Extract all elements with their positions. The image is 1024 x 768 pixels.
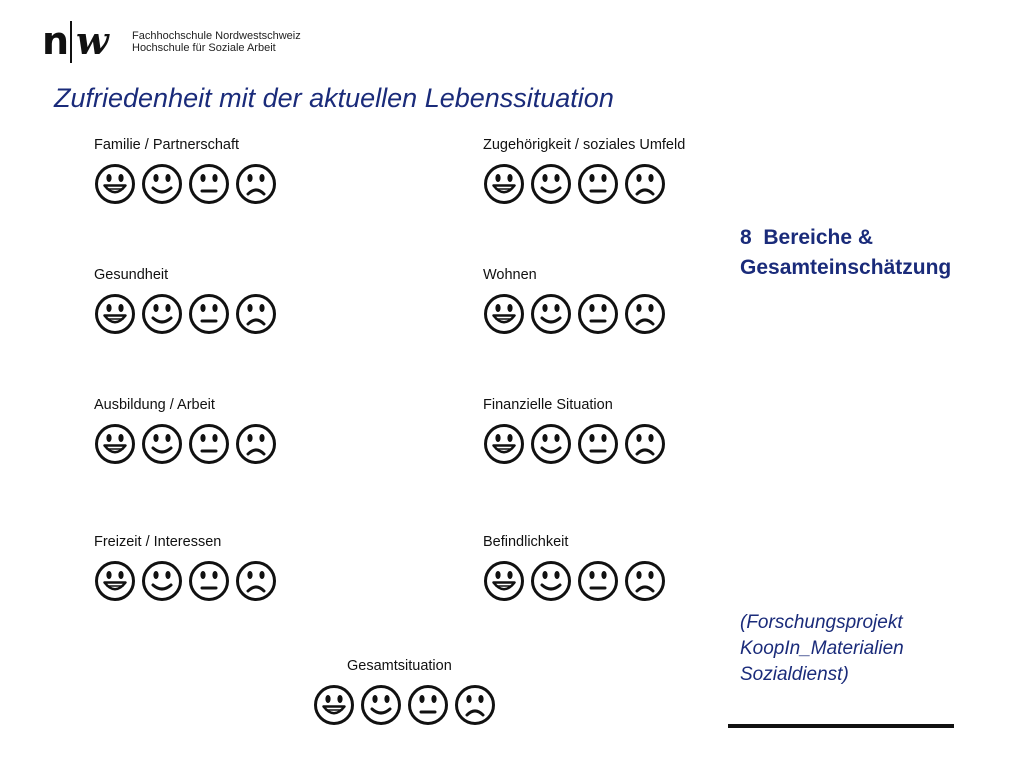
rating-faces xyxy=(94,560,277,602)
rating-faces xyxy=(94,163,277,205)
sidebar-heading xyxy=(740,223,951,283)
area-finances xyxy=(483,397,666,465)
area-family xyxy=(94,137,277,205)
rating-faces xyxy=(483,293,666,335)
sad-face-icon xyxy=(235,560,277,602)
area-label: Familie / Partnerschaft xyxy=(94,137,240,153)
neutral-face-icon xyxy=(407,684,449,726)
page-title: Zufriedenheit mit der aktuellen Lebenssituation xyxy=(54,83,614,113)
happy-face-icon xyxy=(141,423,183,465)
very-happy-face-icon xyxy=(94,560,136,602)
school-line-2: Hochschule für Soziale Arbeit xyxy=(132,42,276,54)
happy-face-icon xyxy=(530,423,572,465)
area-leisure xyxy=(94,534,277,602)
logo-mark: n w xyxy=(42,18,109,63)
happy-face-icon xyxy=(530,293,572,335)
sad-face-icon xyxy=(235,423,277,465)
heading-line-2: Gesamteinschätzung xyxy=(740,256,952,279)
very-happy-face-icon xyxy=(94,293,136,335)
area-housing xyxy=(483,267,666,335)
divider-line xyxy=(728,724,954,728)
neutral-face-icon xyxy=(188,163,230,205)
area-label: Zugehörigkeit / soziales Umfeld xyxy=(483,137,686,153)
happy-face-icon xyxy=(530,163,572,205)
very-happy-face-icon xyxy=(483,560,525,602)
sad-face-icon xyxy=(624,560,666,602)
note-line-1: (Forschungsprojekt xyxy=(740,612,903,633)
area-label: Gesundheit xyxy=(94,267,169,283)
sad-face-icon xyxy=(454,684,496,726)
rating-faces xyxy=(483,163,685,205)
sad-face-icon xyxy=(624,293,666,335)
area-wellbeing xyxy=(483,534,666,602)
very-happy-face-icon xyxy=(313,684,355,726)
area-label: Befindlichkeit xyxy=(483,534,569,550)
school-name xyxy=(132,30,352,54)
happy-face-icon xyxy=(141,560,183,602)
rating-faces xyxy=(94,423,277,465)
area-label: Gesamtsituation xyxy=(347,658,452,674)
very-happy-face-icon xyxy=(94,163,136,205)
rating-faces xyxy=(483,423,666,465)
very-happy-face-icon xyxy=(483,423,525,465)
area-overall xyxy=(313,658,496,726)
very-happy-face-icon xyxy=(94,423,136,465)
very-happy-face-icon xyxy=(483,163,525,205)
happy-face-icon xyxy=(141,163,183,205)
rating-faces xyxy=(94,293,277,335)
area-health xyxy=(94,267,277,335)
area-label: Wohnen xyxy=(483,267,537,283)
neutral-face-icon xyxy=(188,560,230,602)
neutral-face-icon xyxy=(188,423,230,465)
sad-face-icon xyxy=(235,293,277,335)
happy-face-icon xyxy=(141,293,183,335)
happy-face-icon xyxy=(360,684,402,726)
sad-face-icon xyxy=(624,163,666,205)
neutral-face-icon xyxy=(188,293,230,335)
note-line-3: Sozialdienst) xyxy=(740,664,849,685)
area-label: Freizeit / Interessen xyxy=(94,534,222,550)
happy-face-icon xyxy=(530,560,572,602)
note-line-2: KoopIn_Materialien xyxy=(740,638,904,659)
neutral-face-icon xyxy=(577,423,619,465)
area-label: Finanzielle Situation xyxy=(483,397,613,413)
neutral-face-icon xyxy=(577,560,619,602)
source-note xyxy=(740,610,904,688)
sad-face-icon xyxy=(235,163,277,205)
area-label: Ausbildung / Arbeit xyxy=(94,397,215,413)
neutral-face-icon xyxy=(577,163,619,205)
neutral-face-icon xyxy=(577,293,619,335)
area-belonging xyxy=(483,137,685,205)
area-education-work xyxy=(94,397,277,465)
very-happy-face-icon xyxy=(483,293,525,335)
school-line-1: Fachhochschule Nordwestschweiz xyxy=(132,30,301,42)
sad-face-icon xyxy=(624,423,666,465)
rating-faces xyxy=(313,684,496,726)
heading-line-1: 8 Bereiche & xyxy=(740,226,874,249)
rating-faces xyxy=(483,560,666,602)
